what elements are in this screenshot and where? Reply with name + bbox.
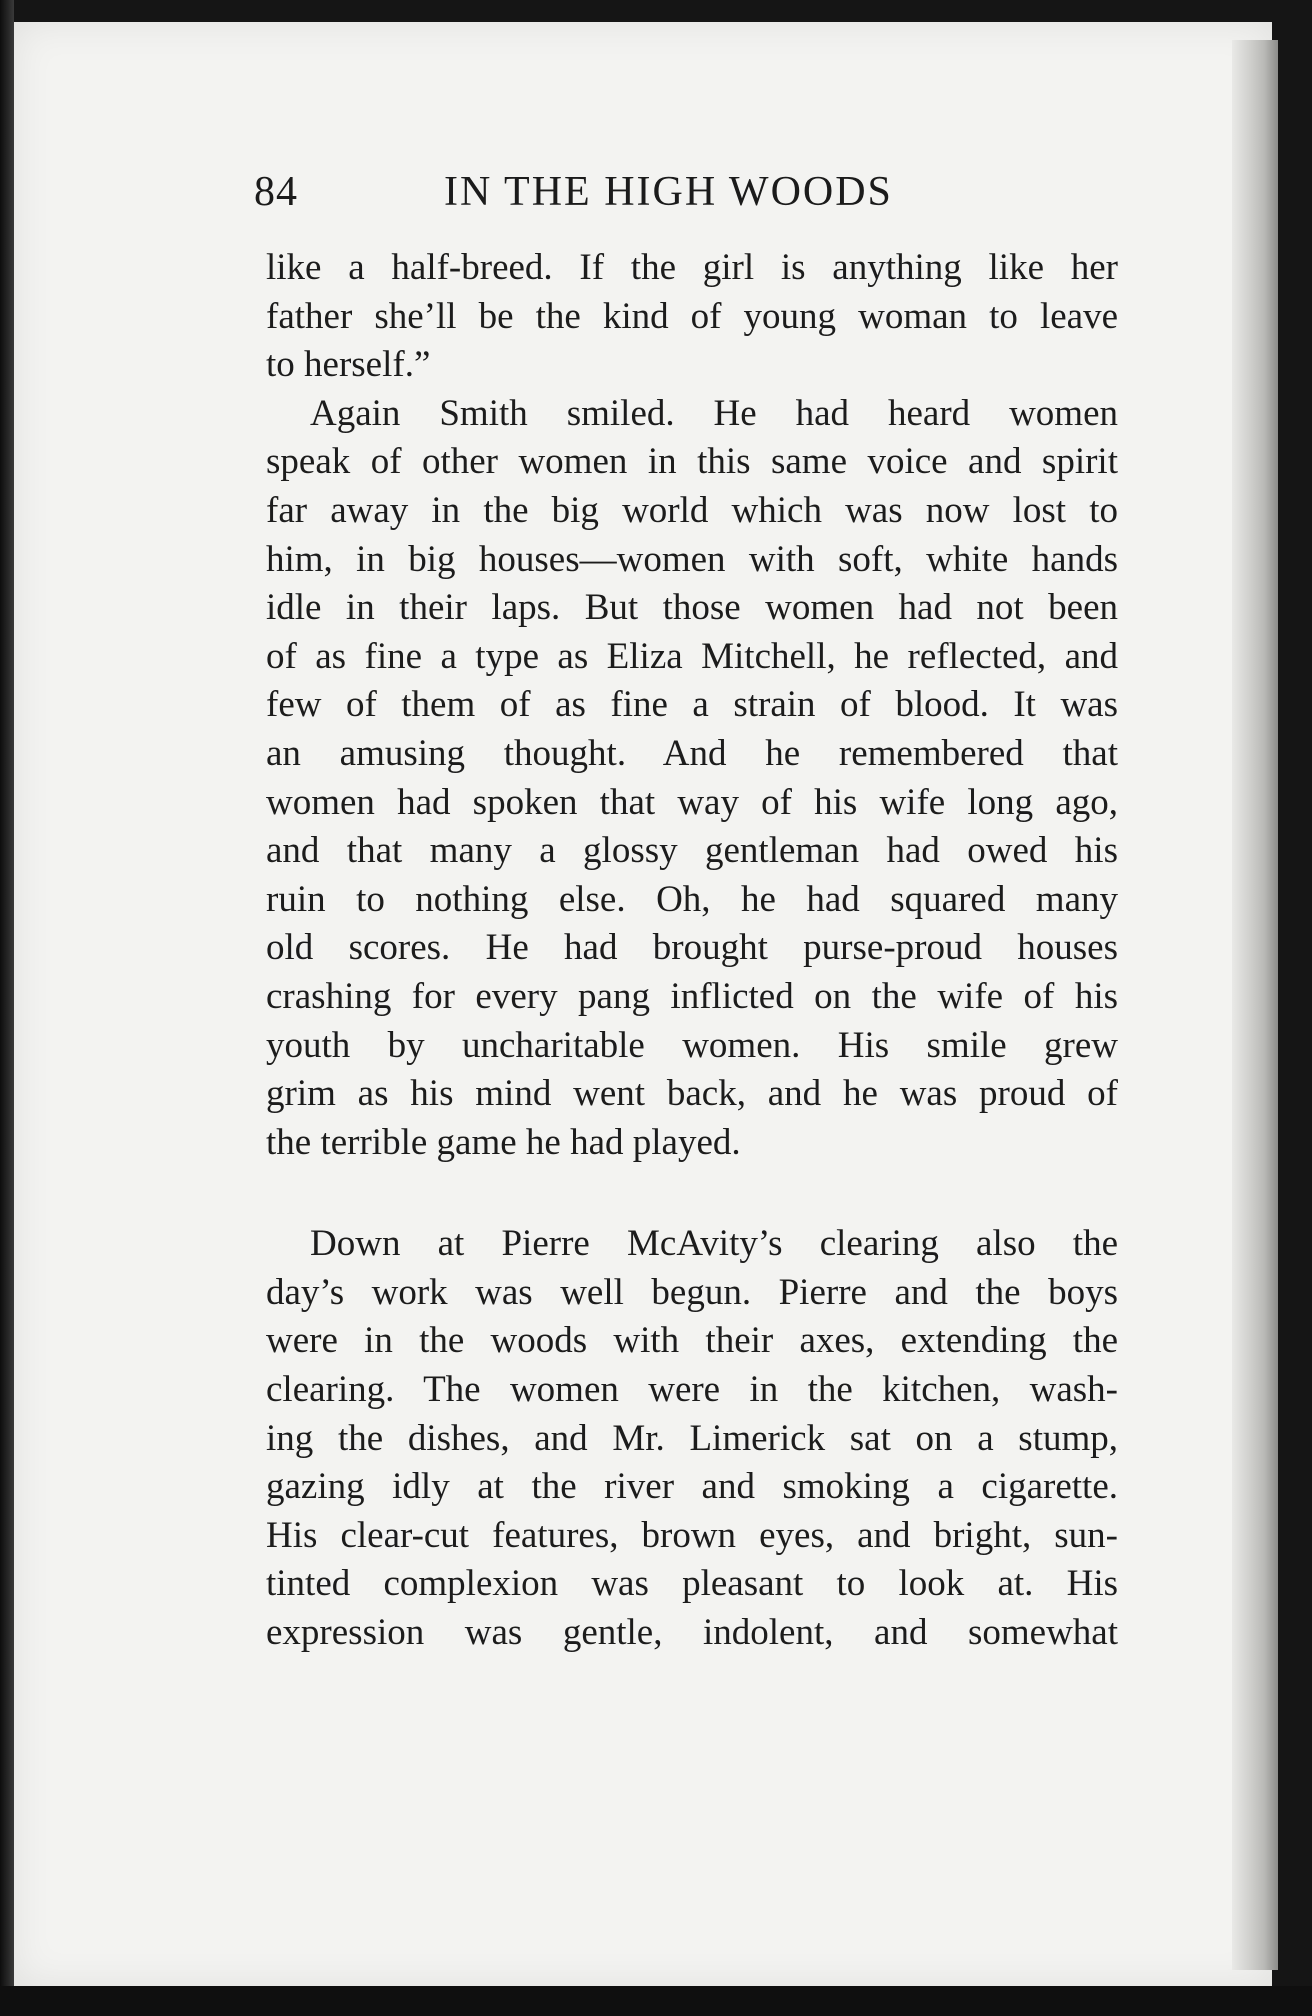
text-line: old scores. He had brought purse-proud houses	[266, 927, 1118, 969]
text-line: the terrible game he had played.	[266, 1121, 741, 1163]
text-line: an amusing thought. And he remembered that	[266, 732, 1118, 774]
text-line: day’s work was well begun. Pierre and the boys	[266, 1271, 1118, 1313]
page-number: 84	[254, 169, 298, 215]
text-line: Down at Pierre McAvity’s clearing also the	[310, 1223, 1118, 1265]
text-line: father she’ll be the kind of young woman to leave	[266, 295, 1118, 337]
text-line: speak of other women in this same voice and spirit	[266, 441, 1118, 483]
text-line: of as fine a type as Eliza Mitchell, he reflected, and	[266, 635, 1118, 677]
text-line: and that many a glossy gentleman had owed his	[266, 830, 1118, 872]
text-line: women had spoken that way of his wife long ago,	[266, 781, 1118, 823]
text-line: His clear-cut features, brown eyes, and bright, sun-	[266, 1514, 1118, 1556]
running-title: IN THE HIGH WOODS	[444, 169, 893, 215]
running-head	[254, 168, 944, 228]
text-line: tinted complexion was pleasant to look at. His	[266, 1563, 1118, 1605]
text-line: youth by uncharitable women. His smile grew	[266, 1024, 1118, 1066]
scan-bottom-edge	[0, 1986, 1312, 2016]
text-line: to herself.”	[266, 344, 431, 386]
section-break	[266, 1167, 1118, 1220]
text-line: gazing idly at the river and smoking a cigarette.	[266, 1466, 1118, 1508]
text-line: like a half-breed. If the girl is anything like her	[266, 247, 1118, 288]
text-line: ing the dishes, and Mr. Limerick sat on a stump,	[266, 1417, 1118, 1459]
text-line: crashing for every pang inflicted on the wife of his	[266, 975, 1118, 1017]
text-line: grim as his mind went back, and he was proud of	[266, 1073, 1118, 1115]
scan-left-edge	[0, 0, 14, 2016]
page-gutter-shadow	[1232, 40, 1278, 1970]
text-line: far away in the big world which was now lost to	[266, 489, 1118, 531]
text-line: few of them of as fine a strain of blood. It was	[266, 684, 1118, 726]
text-line: idle in their laps. But those women had not been	[266, 587, 1118, 629]
text-line: Again Smith smiled. He had heard women	[310, 392, 1118, 434]
text-line: expression was gentle, indolent, and somewhat	[266, 1612, 1118, 1654]
text-line: him, in big houses—women with soft, white hands	[266, 538, 1118, 580]
text-line: were in the woods with their axes, extending the	[266, 1320, 1118, 1362]
text-line: ruin to nothing else. Oh, he had squared many	[266, 878, 1118, 920]
text-line: clearing. The women were in the kitchen, wash-	[266, 1369, 1118, 1411]
body-text	[266, 244, 1118, 1658]
